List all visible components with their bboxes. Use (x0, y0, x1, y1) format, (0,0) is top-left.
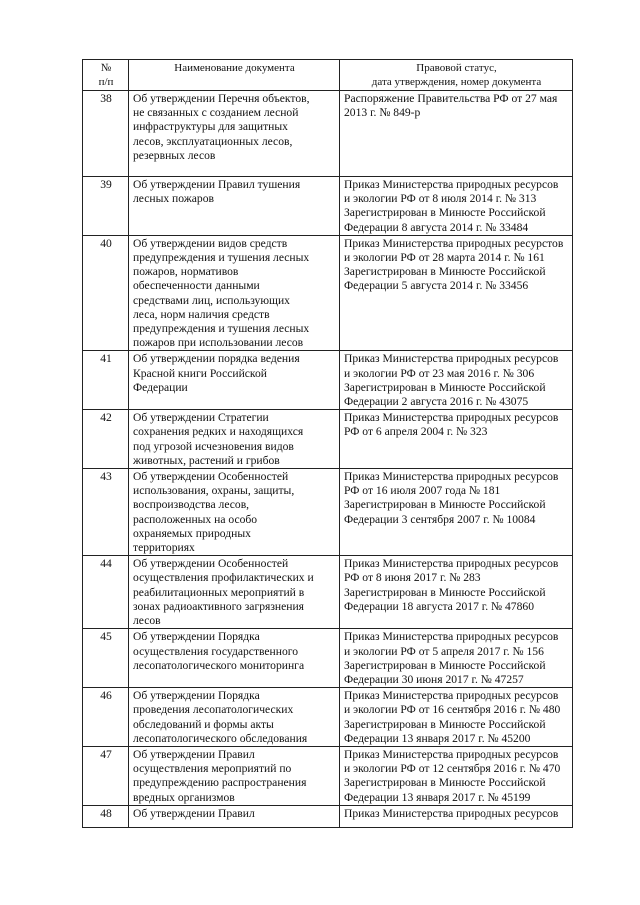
document-name (129, 688, 340, 747)
cell-text-line: Приказ Министерства природных ресурсов (344, 470, 559, 484)
cell-text-line: РФ от 6 апреля 2004 г. № 323 (344, 425, 488, 439)
cell-text-line: животных, растений и грибов (133, 453, 280, 467)
table-body (83, 91, 573, 828)
row-number: 43 (83, 469, 129, 556)
cell-text-line: Об утверждении порядка ведения (133, 352, 300, 366)
row-number: 45 (83, 629, 129, 688)
cell-text-line: Приказ Министерства природных ресурсов (344, 557, 559, 571)
header-number (83, 60, 129, 91)
cell-text-line: Об утверждении Стратегии (133, 411, 269, 425)
cell-text-line: вредных организмов (133, 790, 235, 804)
legal-status (340, 351, 573, 410)
table-row (83, 469, 573, 556)
document-page (82, 59, 572, 828)
cell-text-line: Об утверждении Особенностей (133, 557, 289, 571)
table-row (83, 805, 573, 827)
cell-text-line: зонах радиоактивного загрязнения (133, 599, 305, 613)
cell-text-line: сохранения редких и находящихся (133, 425, 304, 439)
table-row (83, 746, 573, 805)
row-number: 48 (83, 805, 129, 827)
cell-text-line: охраняемых природных (133, 526, 251, 540)
cell-text-line: обеспеченности данными (133, 279, 260, 293)
document-name (129, 91, 340, 177)
cell-text-line: Зарегистрирован в Минюсте Российской (344, 380, 546, 394)
document-name (129, 410, 340, 469)
cell-text-line: и экологии РФ от 16 сентября 2016 г. № 480 (344, 703, 561, 717)
cell-text-line: средствами лиц, использующих (133, 293, 290, 307)
legal-status (340, 688, 573, 747)
cell-text-line: Федерации 13 января 2017 г. № 45199 (344, 790, 531, 804)
cell-text-line: Зарегистрирован в Минюсте Российской (344, 717, 546, 731)
cell-text-line: РФ от 16 июля 2007 года № 181 (344, 484, 501, 498)
cell-text-line: проведения лесопатологических (133, 703, 294, 717)
table-row (83, 629, 573, 688)
cell-text-line: Приказ Министерства природных ресурсов (344, 352, 559, 366)
cell-text-line: резервных лесов (133, 148, 216, 162)
header-legal-status (340, 60, 573, 91)
cell-text-line: Об утверждении Особенностей (133, 470, 289, 484)
cell-text-line: осуществления профилактических и (133, 571, 314, 585)
cell-text-line: обследований и формы акты (133, 717, 274, 731)
table-row (83, 91, 573, 177)
table-row (83, 556, 573, 629)
cell-text-line: предупреждения и тушения лесных (133, 251, 310, 265)
cell-text-line: Приказ Министерства природных ресурсов (344, 747, 559, 761)
cell-text-line: Приказ Министерства природных ресурсов (344, 178, 559, 191)
cell-text-line: пожаров, нормативов (133, 265, 239, 279)
cell-text-line: леса, норм наличия средств (133, 307, 270, 321)
document-name (129, 805, 340, 827)
cell-text-line: Об утверждении Порядка (133, 689, 260, 703)
cell-text-line: 2013 г. № 849-р (344, 106, 421, 120)
cell-text-line: Федерации 8 августа 2014 г. № 33484 (344, 220, 529, 234)
cell-text-line: осуществления государственного (133, 644, 299, 658)
row-number: 38 (83, 91, 129, 177)
cell-text-line: № (100, 62, 112, 74)
legal-status (340, 469, 573, 556)
cell-text-line: дата утверждения, номер документа (371, 75, 542, 88)
table-header-row (83, 60, 573, 91)
cell-text-line: лесных пожаров (133, 192, 214, 206)
cell-text-line: Федерации 30 июня 2017 г. № 47257 (344, 672, 524, 686)
document-name (129, 177, 340, 236)
legal-status (340, 629, 573, 688)
table-row (83, 177, 573, 236)
cell-text-line: Федерации 5 августа 2014 г. № 33456 (344, 279, 529, 293)
cell-text-line: лесопатологического мониторинга (133, 658, 305, 672)
legal-status (340, 805, 573, 827)
row-number: 44 (83, 556, 129, 629)
table-row (83, 235, 573, 351)
cell-text-line: Приказ Министерства природных ресурстов (344, 236, 564, 250)
cell-text-line: Об утверждении Правил тушения (133, 178, 301, 191)
cell-text-line: Приказ Министерства природных ресурсов (344, 689, 559, 703)
cell-text-line: расположенных на особо (133, 512, 258, 526)
cell-text-line: использования, охраны, защиты, (133, 484, 295, 498)
cell-text-line: Зарегистрирован в Минюсте Российской (344, 265, 546, 279)
legal-status (340, 177, 573, 236)
legal-status (340, 556, 573, 629)
row-number: 40 (83, 235, 129, 351)
table-row (83, 410, 573, 469)
cell-text-line: под угрозой исчезновения видов (133, 439, 294, 453)
cell-text-line: Наименование документа (174, 62, 295, 74)
cell-text-line: и экологии РФ от 5 апреля 2017 г. № 156 (344, 644, 544, 658)
header-document-name (129, 60, 340, 91)
cell-text-line: п/п (98, 75, 114, 88)
documents-table (82, 59, 573, 828)
cell-text-line: предупреждения и тушения лесных (133, 322, 310, 336)
cell-text-line: и экологии РФ от 23 мая 2016 г. № 306 (344, 366, 535, 380)
document-name (129, 235, 340, 351)
cell-text-line: Об утверждении Перечня объектов, (133, 92, 310, 105)
cell-text-line: РФ от 8 июня 2017 г. № 283 (344, 571, 481, 585)
cell-text-line: Приказ Министерства природных ресурсов (344, 806, 559, 820)
row-number: 47 (83, 746, 129, 805)
cell-text-line: Об утверждении видов средств (133, 236, 288, 250)
cell-text-line: Зарегистрирован в Минюсте Российской (344, 206, 546, 220)
cell-text-line: Об утверждении Правил (133, 806, 255, 820)
document-name (129, 746, 340, 805)
cell-text-line: предупреждению распространения (133, 776, 307, 790)
cell-text-line: Федерации 2 августа 2016 г. № 43075 (344, 395, 529, 409)
cell-text-line: Зарегистрирован в Минюсте Российской (344, 776, 546, 790)
cell-text-line: пожаров при использовании лесов (133, 336, 304, 350)
cell-text-line: Федерации 3 сентября 2007 г. № 10084 (344, 512, 536, 526)
cell-text-line: Зарегистрирован в Минюсте Российской (344, 658, 546, 672)
cell-text-line: Об утверждении Правил (133, 747, 255, 761)
cell-text-line: лесопатологического обследования (133, 731, 308, 745)
cell-text-line: Распоряжение Правительства РФ от 27 мая (344, 92, 558, 105)
row-number: 39 (83, 177, 129, 236)
cell-text-line: Правовой статус, (416, 62, 497, 74)
document-name (129, 629, 340, 688)
cell-text-line: лесов, эксплуатационных лесов, (133, 134, 293, 148)
cell-text-line: территориях (133, 541, 195, 555)
cell-text-line: Красной книги Российской (133, 366, 267, 380)
legal-status (340, 410, 573, 469)
legal-status (340, 235, 573, 351)
legal-status (340, 746, 573, 805)
cell-text-line: Федерации 13 января 2017 г. № 45200 (344, 731, 531, 745)
cell-text-line: Об утверждении Порядка (133, 630, 260, 644)
document-name (129, 469, 340, 556)
table-row (83, 688, 573, 747)
cell-text-line: и экологии РФ от 28 марта 2014 г. № 161 (344, 251, 545, 265)
legal-status (340, 91, 573, 177)
cell-text-line: Федерации (133, 380, 188, 394)
row-number: 42 (83, 410, 129, 469)
cell-text-line: лесов (133, 614, 161, 628)
cell-text-line: Федерации 18 августа 2017 г. № 47860 (344, 599, 534, 613)
cell-text-line: инфраструктуры для защитных (133, 120, 288, 134)
cell-text-line: Зарегистрирован в Минюсте Российской (344, 498, 546, 512)
row-number: 41 (83, 351, 129, 410)
document-name (129, 556, 340, 629)
cell-text-line: и экологии РФ от 12 сентября 2016 г. № 470 (344, 762, 561, 776)
cell-text-line: Зарегистрирован в Минюсте Российской (344, 585, 546, 599)
document-name (129, 351, 340, 410)
cell-text-line: и экологии РФ от 8 июля 2014 г. № 313 (344, 192, 537, 206)
table-row (83, 351, 573, 410)
cell-text-line: Приказ Министерства природных ресурсов (344, 411, 559, 425)
row-number: 46 (83, 688, 129, 747)
cell-text-line: осуществления мероприятий по (133, 762, 292, 776)
cell-text-line: не связанных с созданием лесной (133, 106, 299, 120)
cell-text-line: реабилитационных мероприятий в (133, 585, 305, 599)
cell-text-line: Приказ Министерства природных ресурсов (344, 630, 559, 644)
cell-text-line: воспроизводства лесов, (133, 498, 250, 512)
